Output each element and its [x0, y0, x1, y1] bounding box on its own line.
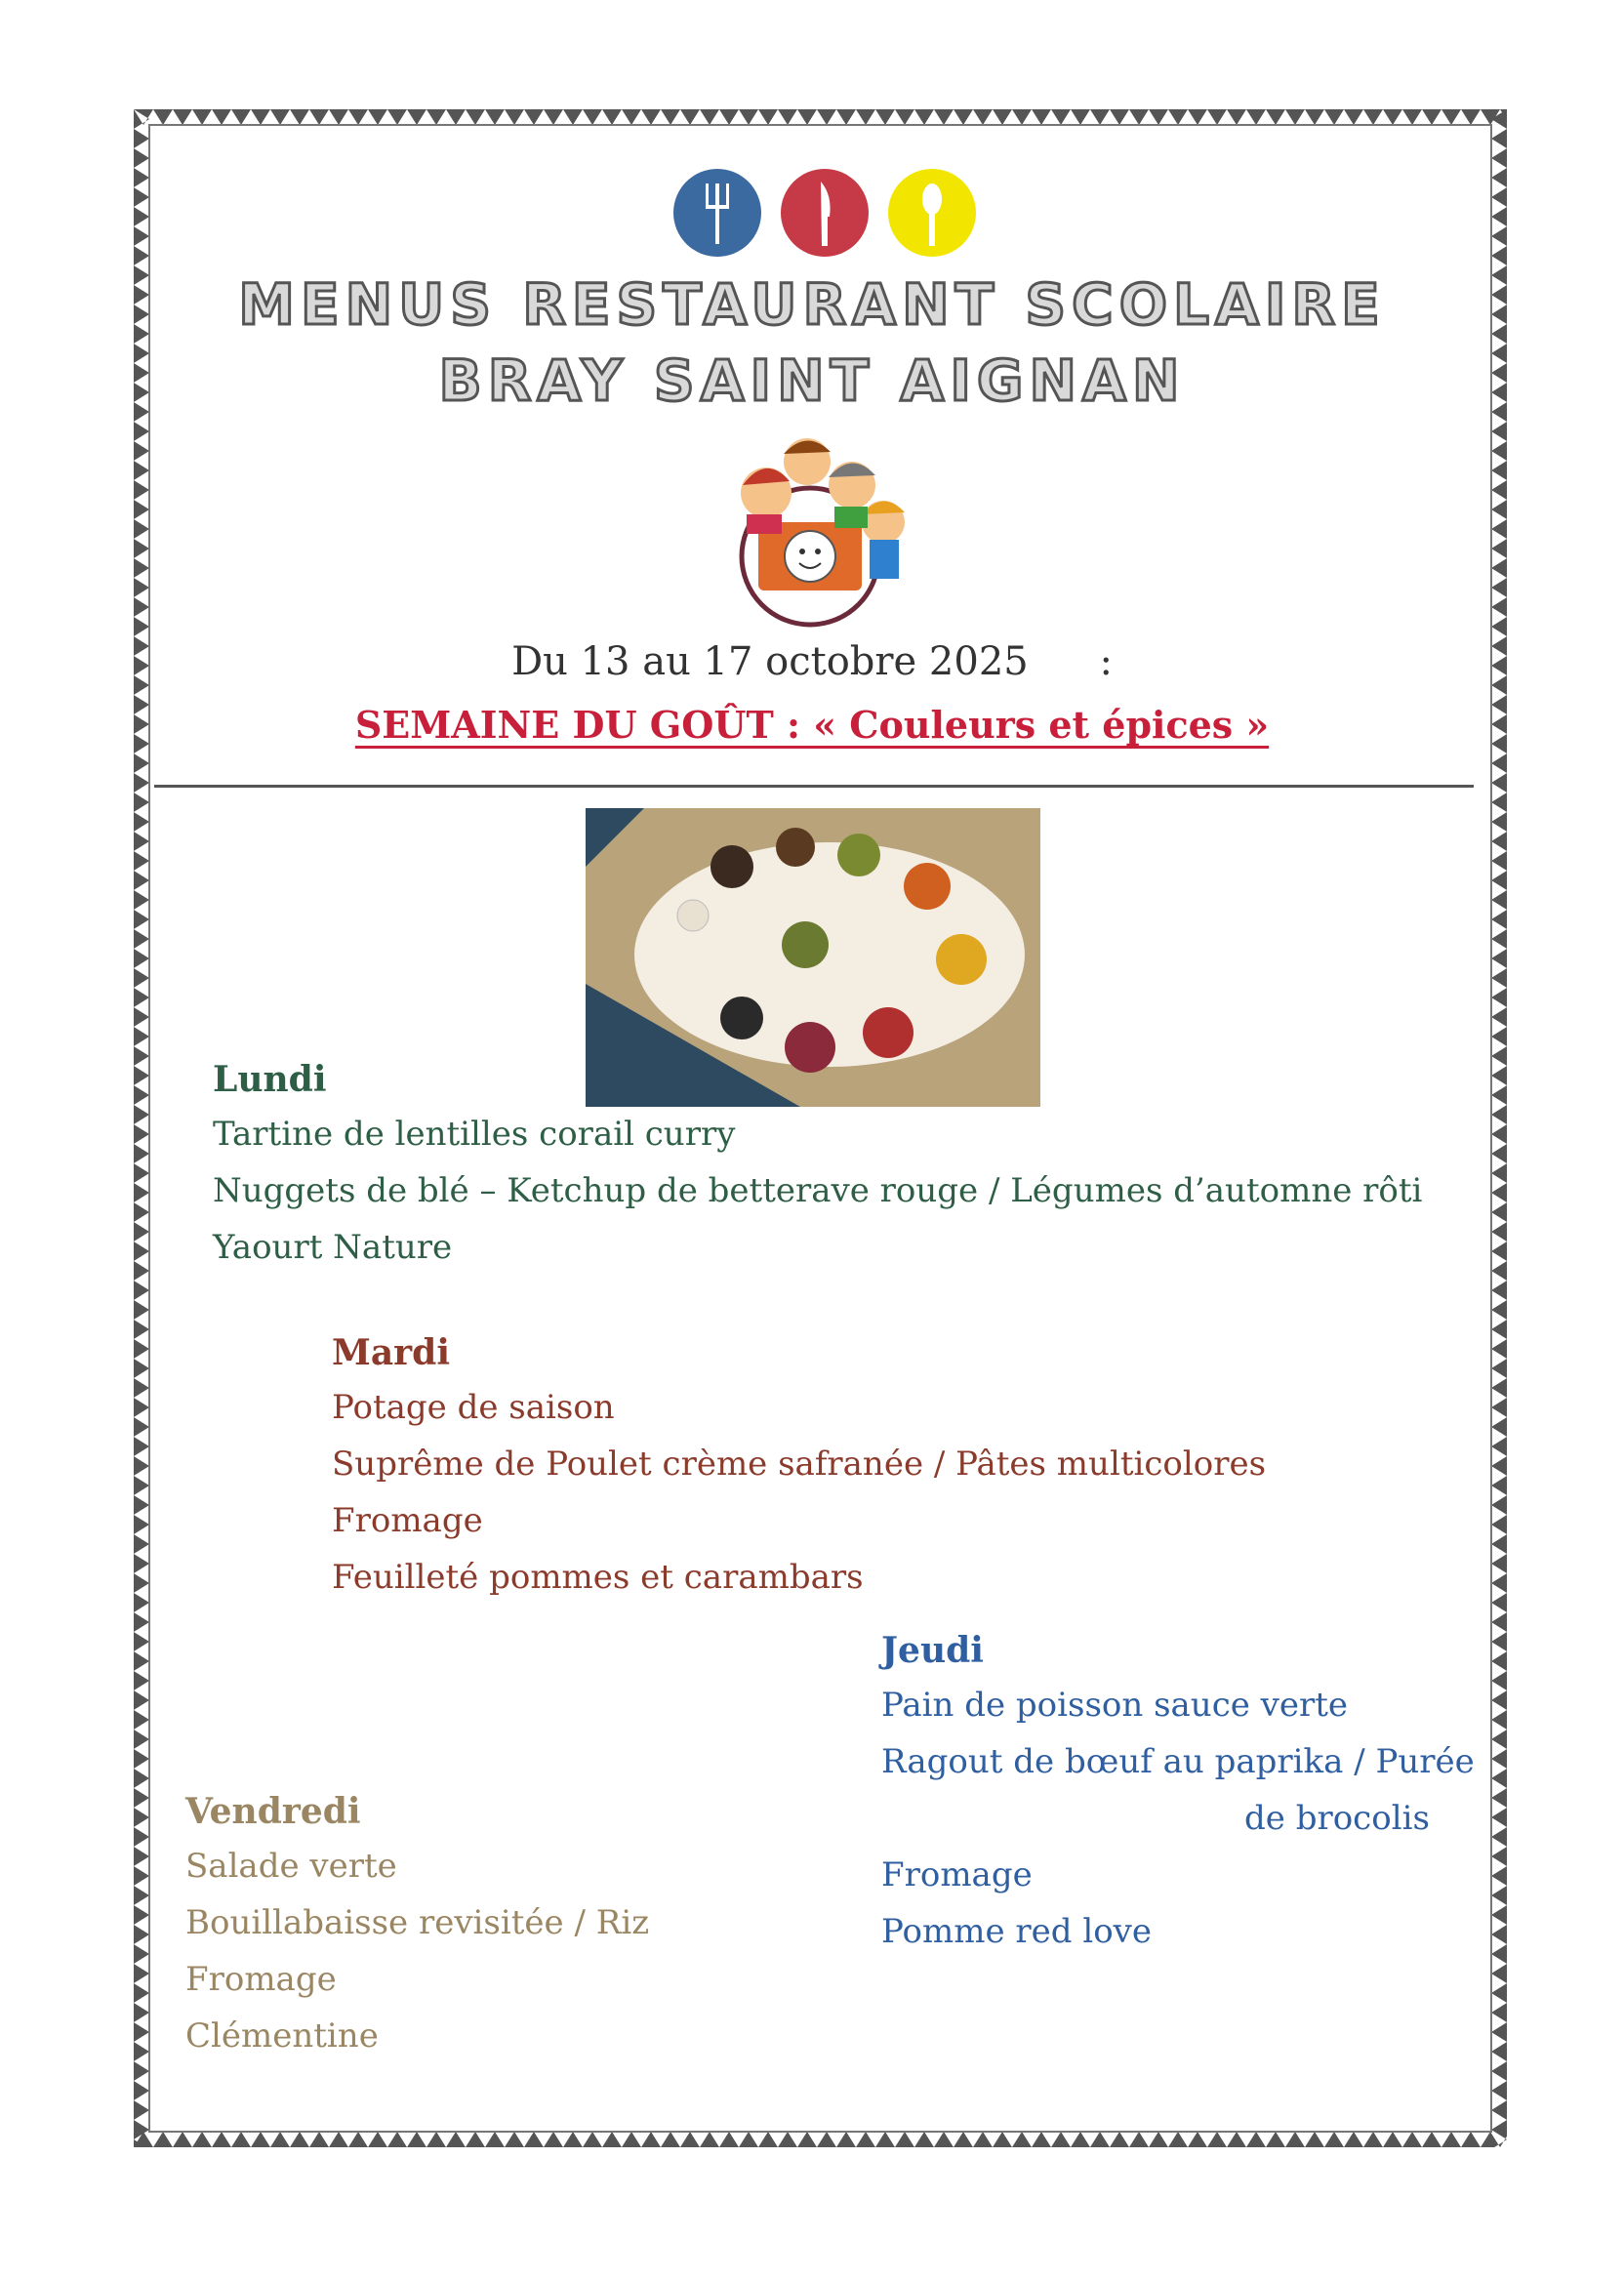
- menu-item: Tartine de lentilles corail curry: [213, 1115, 736, 1154]
- dates-line: [0, 639, 1624, 684]
- menu-item: Feuilleté pommes et carambars: [332, 1558, 864, 1597]
- day-name: Jeudi: [881, 1630, 984, 1671]
- menu-item: Nuggets de blé – Ketchup de betterave rouge / Légumes d’automne rôti: [213, 1171, 1423, 1210]
- menu-item: Clémentine: [185, 2016, 379, 2056]
- menu-item-continuation: de brocolis: [1244, 1799, 1430, 1838]
- knife-icon: [781, 169, 869, 257]
- theme-title: SEMAINE DU GOÛT : « Couleurs et épices »: [354, 703, 1270, 747]
- menu-item: Ragout de bœuf au paprika / Purée: [881, 1742, 1475, 1781]
- dates-text: Du 13 au 17 octobre 2025: [511, 639, 1029, 684]
- title-line-1: MENUS RESTAURANT SCOLAIRE: [238, 271, 1386, 338]
- dates-colon: :: [1099, 639, 1113, 684]
- menu-jeudi: [881, 1630, 1475, 1960]
- menu-item: Pain de poisson sauce verte: [881, 1686, 1349, 1725]
- menu-item: Potage de saison: [332, 1388, 615, 1427]
- cutlery-logo: [673, 166, 995, 264]
- divider: [154, 785, 1474, 788]
- day-name: Mardi: [332, 1332, 450, 1373]
- menu-mardi: [332, 1332, 1266, 1606]
- day-name: Lundi: [213, 1059, 327, 1100]
- menu-item: Suprême de Poulet crème safranée / Pâtes multicolores: [332, 1445, 1267, 1484]
- menu-item: Fromage: [881, 1855, 1033, 1894]
- menu-lundi: [213, 1059, 1422, 1276]
- fork-icon: [673, 169, 761, 257]
- menu-item: Bouillabaisse revisitée / Riz: [185, 1903, 650, 1942]
- menu-vendredi: [185, 1791, 649, 2064]
- menu-item: Fromage: [332, 1501, 483, 1540]
- day-name: Vendredi: [185, 1791, 361, 1832]
- title-line-2: BRAY SAINT AIGNAN: [438, 347, 1186, 414]
- kids-illustration: [688, 425, 932, 630]
- menu-item: Fromage: [185, 1960, 337, 1999]
- menu-item: Salade verte: [185, 1847, 397, 1886]
- spoon-icon: [888, 169, 976, 257]
- menu-item: Pomme red love: [881, 1912, 1152, 1951]
- menu-item: Yaourt Nature: [213, 1228, 453, 1267]
